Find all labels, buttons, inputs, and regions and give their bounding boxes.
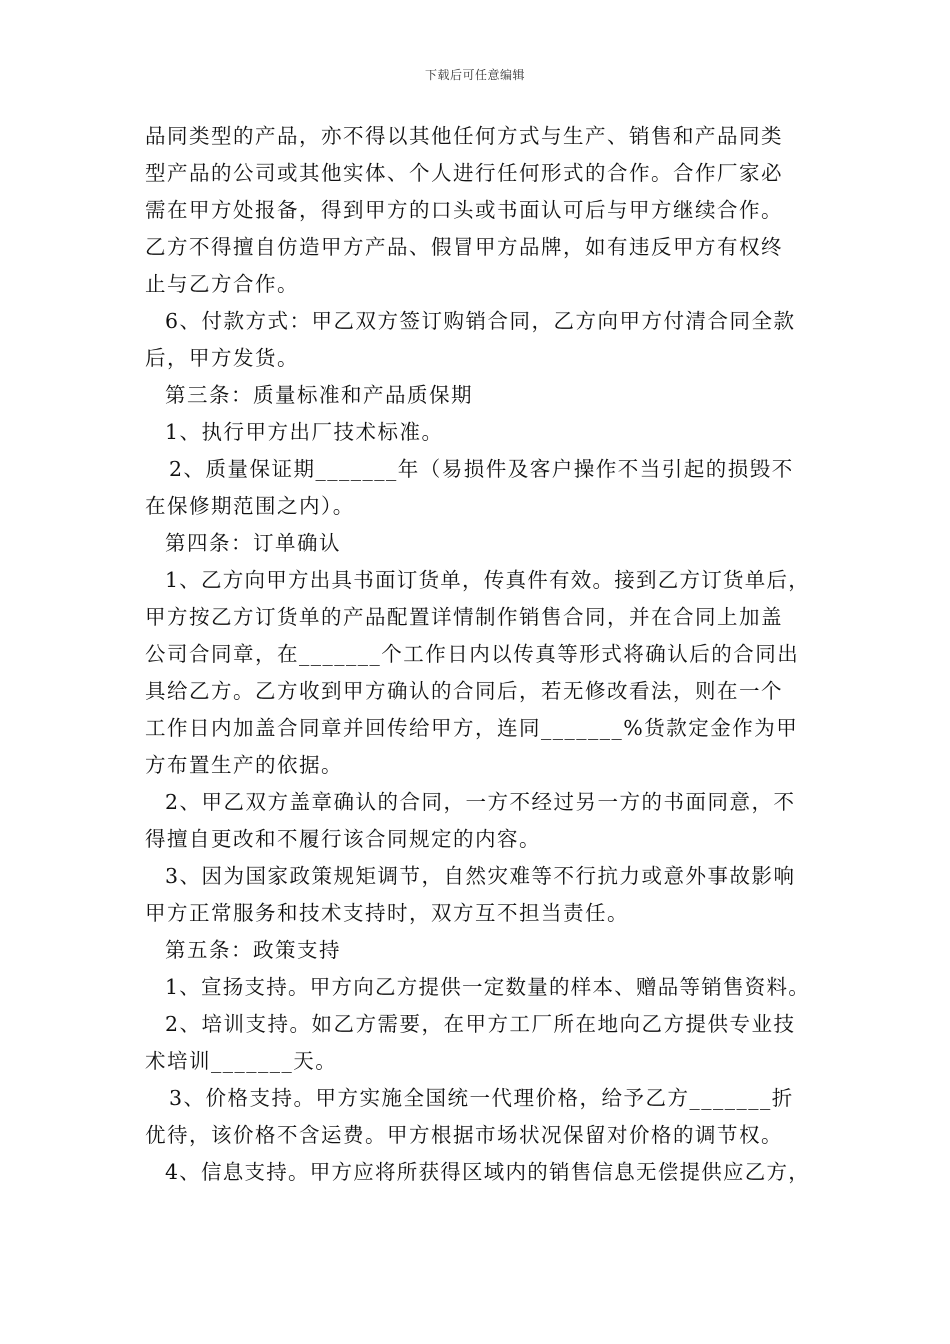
text-line: 后，甲方发货。	[145, 346, 299, 370]
text-line: 型产品的公司或其他实体、个人进行任何形式的合作。合作厂家必	[145, 161, 783, 185]
text-line: 甲方按乙方订货单的产品配置详情制作销售合同，并在合同上加盖	[145, 605, 783, 629]
text-line: 1、执行甲方出厂技术标准。	[165, 420, 444, 444]
text-line: 2、甲乙双方盖章确认的合同，一方不经过另一方的书面同意，不	[165, 790, 796, 814]
text-line: 甲方正常服务和技术支持时，双方互不担当责任。	[145, 901, 629, 925]
text-line: 1、乙方向甲方出具书面订货单，传真件有效。接到乙方订货单后，	[165, 568, 811, 592]
text-line: 3、因为国家政策规矩调节，自然灾难等不行抗力或意外事故影响	[165, 864, 796, 888]
text-line: 3、价格支持。甲方实施全国统一代理价格，给予乙方_______折	[169, 1086, 794, 1110]
text-line: 4、信息支持。甲方应将所获得区域内的销售信息无偿提供应乙方，	[165, 1160, 811, 1184]
document-body	[145, 118, 813, 1191]
text-line: 乙方不得擅自仿造甲方产品、假冒甲方品牌，如有违反甲方有权终	[145, 235, 783, 259]
text-line: 方布置生产的依据。	[145, 753, 343, 777]
text-line: 2、质量保证期_______年（易损件及客户操作不当引起的损毁不	[169, 457, 794, 481]
text-line: 第四条：订单确认	[165, 531, 341, 555]
text-line: 得擅自更改和不履行该合同规定的内容。	[145, 827, 541, 851]
text-line: 优待，该价格不含运费。甲方根据市场状况保留对价格的调节权。	[145, 1123, 783, 1147]
text-line: 2、培训支持。如乙方需要，在甲方工厂所在地向乙方提供专业技	[165, 1012, 796, 1036]
text-line: 公司合同章，在_______个工作日内以传真等形式将确认后的合同出	[145, 642, 800, 666]
text-line: 1、宣扬支持。甲方向乙方提供一定数量的样本、赠品等销售资料。	[165, 975, 811, 999]
text-line: 术培训_______天。	[145, 1049, 338, 1073]
page-header: 下载后可任意编辑	[424, 68, 525, 82]
text-line: 6、付款方式：甲乙双方签订购销合同，乙方向甲方付清合同全款	[165, 309, 796, 333]
text-line: 第五条：政策支持	[165, 938, 341, 962]
text-line: 止与乙方合作。	[145, 272, 299, 296]
text-line: 需在甲方处报备，得到甲方的口头或书面认可后与甲方继续合作。	[145, 198, 783, 222]
text-line: 具给乙方。乙方收到甲方确认的合同后，若无修改看法，则在一个	[145, 679, 783, 703]
text-line: 在保修期范围之内）。	[145, 494, 355, 518]
text-line: 品同类型的产品，亦不得以其他任何方式与生产、销售和产品同类	[145, 124, 783, 148]
text-line: 第三条：质量标准和产品质保期	[165, 383, 473, 407]
text-line: 工作日内加盖合同章并回传给甲方，连同_______%货款定金作为甲	[145, 716, 799, 740]
